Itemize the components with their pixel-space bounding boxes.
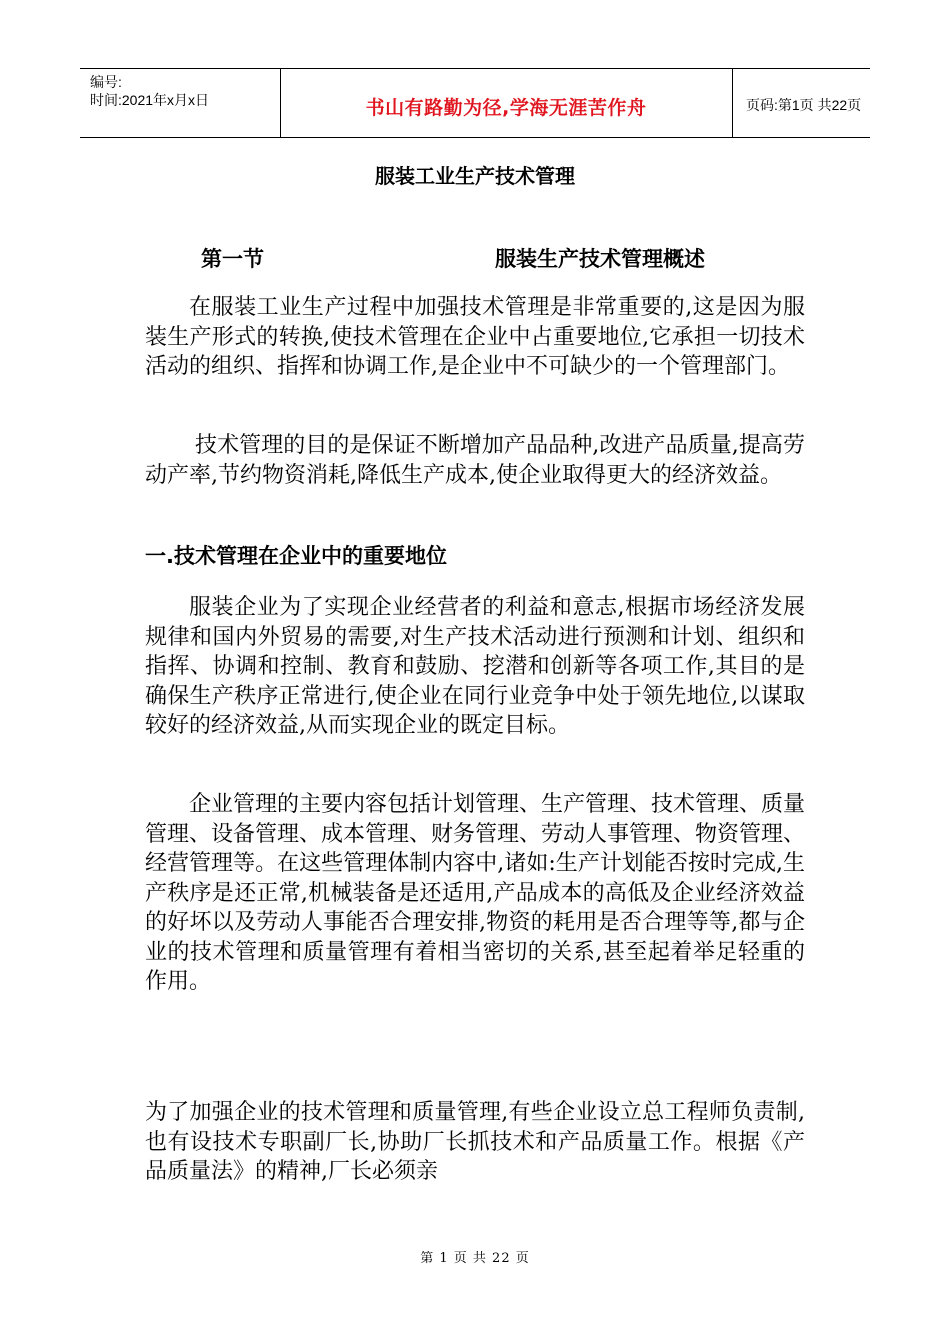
date-label: 时间:2021年x月x日 (90, 92, 210, 108)
code-label: 编号: (90, 74, 122, 90)
page-header (80, 68, 870, 138)
section-label: 第一节 (201, 247, 264, 271)
header-motto-cell (280, 69, 733, 137)
paragraph-4: 企业管理的主要内容包括计划管理、生产管理、技术管理、质量管理、设备管理、成本管理、财务管理、劳动人事管理、物资管理、经营管理等。在这些管理体制内容中,诸如:生产计划能否按时完成,生产秩序是还正常,机械装备是还适用,产品成本的高低及企业经济效益的好坏以及劳动人事能否合理安排,物资的耗用是否合理等等,都与企业的技术管理和质量管理有着相当密切的关系,甚至起着举足轻重的作用。 (145, 792, 806, 994)
header-page-cell (732, 69, 870, 137)
heading-importance: 一.技术管理在企业中的重要地位 (145, 544, 447, 568)
paragraph-5: 为了加强企业的技术管理和质量管理,有些企业设立总工程师负责制,也有设技术专职副厂长,协助厂长抓技术和产品质量工作。根据《产品质量法》的精神,厂长必须亲 (145, 1100, 805, 1184)
section-title: 服装生产技术管理概述 (495, 247, 705, 271)
paragraph-3: 服装企业为了实现企业经营者的利益和意志,根据市场经济发展规律和国内外贸易的需要,对生产技术活动进行预测和计划、组织和指挥、协调和控制、教育和鼓励、挖潜和创新等各项工作,其目的是确保生产秩序正常进行,使企业在同行业竞争中处于领先地位,以谋取较好的经济效益,从而实现企业的既定目标。 (145, 595, 805, 738)
motto-text: 书山有路勤为径,学海无涯苦作舟 (365, 97, 647, 119)
paragraph-2: 技术管理的目的是保证不断增加产品品种,改进产品质量,提高劳动产率,节约物资消耗,降低生产成本,使企业取得更大的经济效益。 (145, 433, 805, 488)
header-page-info: 页码:第1页 共22页 (746, 97, 862, 113)
document-title: 服装工业生产技术管理 (375, 164, 575, 188)
header-meta-cell (80, 69, 281, 137)
paragraph-1: 在服装工业生产过程中加强技术管理是非常重要的,这是因为服装生产形式的转换,使技术管理在企业中占重要地位,它承担一切技术活动的组织、指挥和协调工作,是企业中不可缺少的一个管理部门。 (145, 295, 805, 379)
page-footer: 第 1 页 共 22 页 (420, 1251, 530, 1266)
